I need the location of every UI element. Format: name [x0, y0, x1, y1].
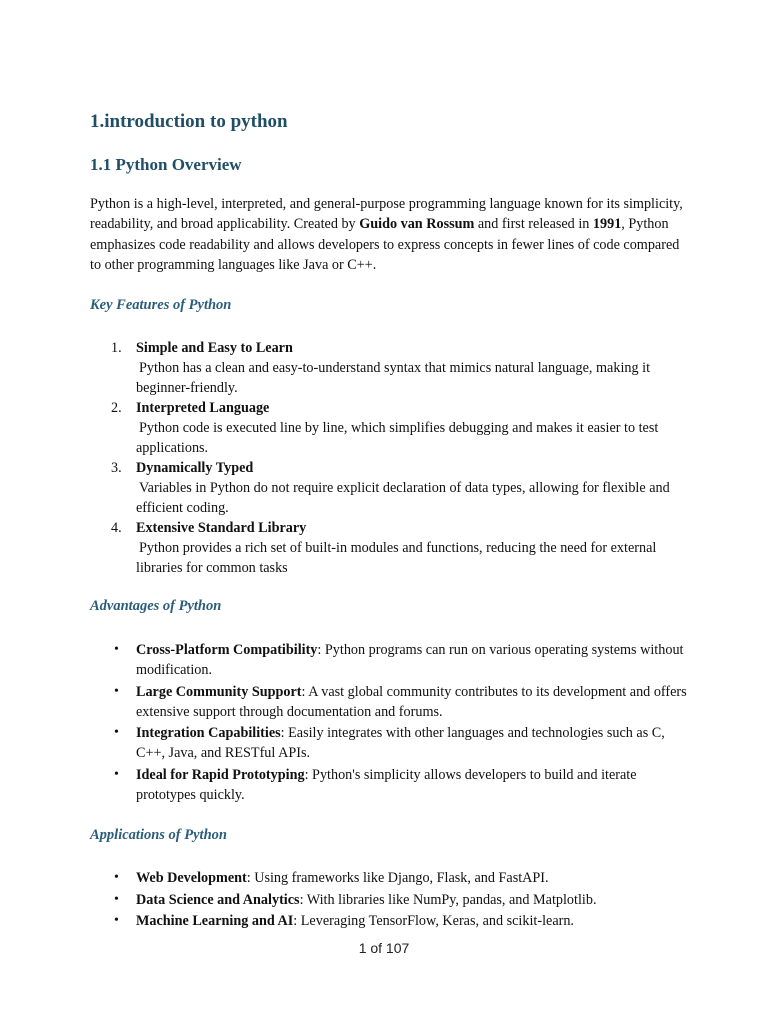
list-item: [90, 765, 690, 805]
bullet-icon: •: [114, 870, 119, 885]
list-number: 1.: [111, 340, 122, 356]
feature-title: Extensive Standard Library: [136, 520, 307, 536]
intro-text-2: and first released in: [474, 216, 593, 233]
list-item: [90, 518, 690, 578]
advantage-title: Cross-Platform Compatibility: [136, 642, 318, 658]
section-heading: 1.1 Python Overview: [90, 155, 242, 174]
list-number: 2.: [111, 400, 122, 416]
page-title: 1.introduction to python: [90, 111, 288, 132]
feature-description: Python provides a rich set of built-in modules and functions, reducing the need for external libraries for common tasks: [136, 540, 657, 576]
bullet-icon: •: [114, 766, 119, 782]
advantage-title: Integration Capabilities: [136, 725, 281, 741]
application-title: Data Science and Analytics: [136, 891, 300, 908]
intro-paragraph: [90, 194, 690, 276]
list-item: [90, 890, 690, 910]
application-description: : Leveraging TensorFlow, Keras, and scikit-learn.: [293, 913, 574, 929]
advantage-title: Ideal for Rapid Prototyping: [136, 766, 305, 783]
list-item: [90, 640, 690, 680]
feature-title: Interpreted Language: [136, 400, 270, 416]
application-title: Machine Learning and AI: [136, 913, 294, 929]
bullet-icon: •: [114, 891, 119, 907]
list-item: [90, 398, 690, 458]
bullet-icon: •: [114, 642, 119, 657]
advantage-description: : A vast global community contributes to its development and offers extensive support through documentation and forums.: [136, 683, 687, 720]
bullet-icon: •: [114, 683, 119, 699]
advantage-title: Large Community Support: [136, 683, 302, 700]
advantage-description: : Easily integrates with other languages and technologies such as C, C++, Java, and RESTful APIs.: [136, 725, 665, 761]
list-number: 3.: [111, 460, 122, 476]
applications-heading: Applications of Python: [90, 827, 227, 843]
list-item: [90, 868, 690, 888]
bullet-icon: •: [114, 913, 119, 928]
bullet-icon: •: [114, 725, 119, 740]
list-item: [90, 338, 690, 398]
key-features-list: [90, 338, 690, 578]
feature-description: Python code is executed line by line, which simplifies debugging and makes it easier to test applications.: [136, 420, 659, 456]
advantage-description: : Python's simplicity allows developers to build and iterate prototypes quickly.: [136, 766, 637, 803]
page-counter: 1 of 107: [358, 940, 410, 956]
advantage-description: : Python programs can run on various operating systems without modification.: [136, 642, 684, 678]
list-number: 4.: [111, 520, 122, 536]
feature-title: Dynamically Typed: [136, 460, 254, 476]
list-item: [90, 911, 690, 931]
application-description: : Using frameworks like Django, Flask, and FastAPI.: [246, 870, 549, 886]
advantages-heading: Advantages of Python: [90, 598, 222, 614]
list-item: [90, 458, 690, 518]
intro-year: 1991: [592, 216, 622, 233]
key-features-heading: Key Features of Python: [90, 297, 232, 313]
advantages-list: [90, 640, 690, 806]
application-title: Web Development: [136, 870, 247, 886]
feature-description: Variables in Python do not require explicit declaration of data types, allowing for flexible and efficient coding.: [136, 480, 670, 516]
feature-title: Simple and Easy to Learn: [136, 340, 293, 356]
applications-list: [90, 868, 690, 933]
list-item: [90, 723, 690, 763]
feature-description: Python has a clean and easy-to-understand syntax that mimics natural language, making it beginner-friendly.: [136, 360, 651, 396]
intro-creator: Guido van Rossum: [359, 216, 475, 233]
application-description: : With libraries like NumPy, pandas, and Matplotlib.: [299, 891, 597, 908]
intro-text-3: , Python emphasizes code readability and allows developers to express concepts in fewer lines of code compared to other programming languages like Java or C++.: [90, 216, 680, 274]
intro-text-1: Python is a high-level, interpreted, and general-purpose programming language known for its simplicity, readability, and broad applicability. Created by: [90, 196, 683, 233]
list-item: [90, 682, 690, 722]
